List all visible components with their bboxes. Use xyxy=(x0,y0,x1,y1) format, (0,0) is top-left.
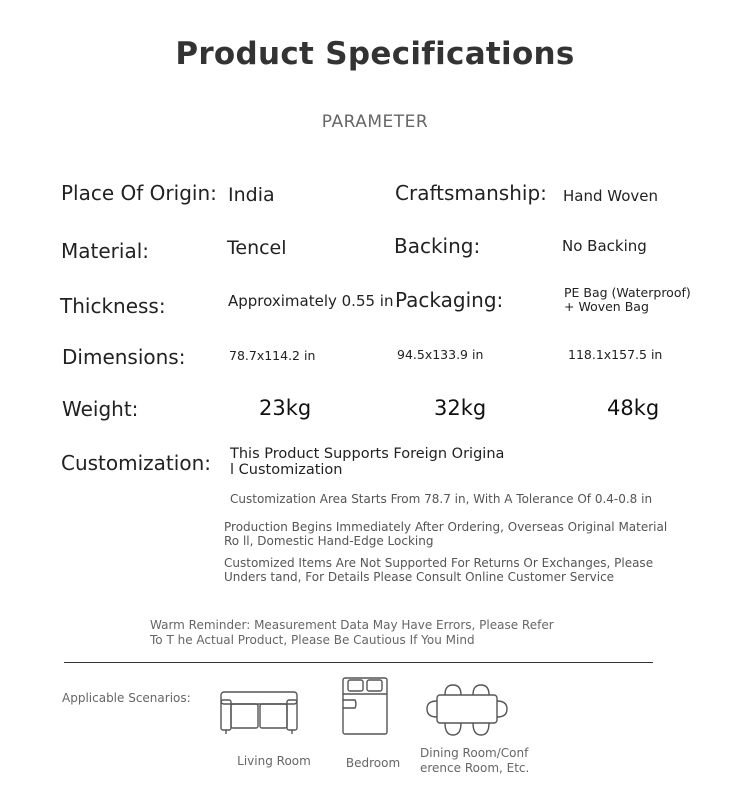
dimensions-label: Dimensions: xyxy=(62,345,186,369)
dimension-option: 94.5x133.9 in xyxy=(397,347,484,362)
craftsmanship-value: Hand Woven xyxy=(563,187,659,205)
divider xyxy=(64,662,653,663)
bed-icon xyxy=(341,676,389,736)
customization-note: Customized Items Are Not Supported For Returns Or Exchanges, Please Unders tand, For Details Please Consult Online Customer Service xyxy=(224,556,654,584)
origin-label: Place Of Origin: xyxy=(61,181,217,205)
customization-note: Production Begins Immediately After Ordering, Overseas Original Material Ro ll, Domestic Hand-Edge Locking xyxy=(224,520,668,548)
backing-value: No Backing xyxy=(562,237,647,255)
material-label: Material: xyxy=(61,239,149,263)
weight-label: Weight: xyxy=(62,397,139,421)
weight-value: 48kg xyxy=(607,396,660,420)
warm-reminder: Warm Reminder: Measurement Data May Have Errors, Please Refer To T he Actual Product, Please Be Cautious If You Mind xyxy=(150,618,554,647)
sofa-icon xyxy=(219,688,299,736)
packaging-label: Packaging: xyxy=(395,288,504,312)
scenario-bedroom: Bedroom xyxy=(345,756,401,770)
thickness-label: Thickness: xyxy=(60,294,166,318)
scenario-living-room: Living Room xyxy=(237,754,311,768)
dining-table-icon xyxy=(425,683,509,737)
scenarios-label: Applicable Scenarios: xyxy=(62,691,191,705)
page-title: Product Specifications xyxy=(175,36,575,72)
weight-value: 23kg xyxy=(259,396,312,420)
scenario-dining-room: Dining Room/Conf erence Room, Etc. xyxy=(420,746,530,775)
customization-note: Customization Area Starts From 78.7 in, With A Tolerance Of 0.4-0.8 in xyxy=(230,492,653,506)
section-subtitle: PARAMETER xyxy=(321,112,429,132)
customization-main: This Product Supports Foreign Origina l Customization xyxy=(230,446,505,478)
thickness-value: Approximately 0.55 in xyxy=(228,292,394,310)
material-value: Tencel xyxy=(227,237,287,259)
dimension-option: 78.7x114.2 in xyxy=(229,348,316,363)
packaging-value: PE Bag (Waterproof) + Woven Bag xyxy=(564,285,691,314)
dimension-option: 118.1x157.5 in xyxy=(568,347,663,362)
customization-label: Customization: xyxy=(61,451,211,475)
weight-value: 32kg xyxy=(434,396,487,420)
backing-label: Backing: xyxy=(394,234,481,258)
origin-value: India xyxy=(228,184,275,206)
craftsmanship-label: Craftsmanship: xyxy=(395,181,547,205)
